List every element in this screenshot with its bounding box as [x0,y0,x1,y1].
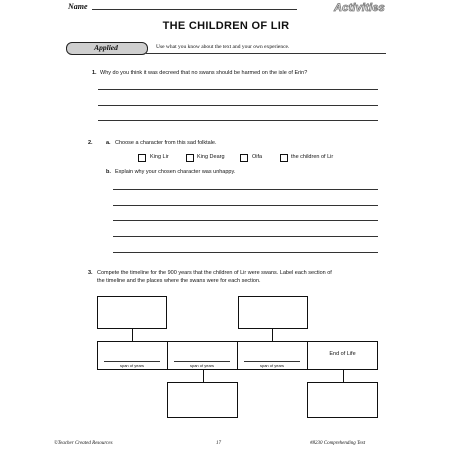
footer-page-number: 17 [216,441,221,446]
option-children-of-lir-checkbox[interactable] [280,154,288,162]
segment-2-label: span of years [189,363,214,368]
name-line[interactable] [92,9,297,10]
connector-bottom-2 [343,370,344,382]
q2a-text: Choose a character from this sad folktale. [115,140,217,146]
option-oifa-label: Oifa [252,154,263,160]
segment-1-label: span of years [119,363,144,368]
connector-top-2 [272,329,273,341]
q3-text-line-2: the timeline and the places where the swans were for each section. [97,278,261,284]
q1-answer-line-3[interactable] [98,120,378,121]
q2b-label: b. [106,169,111,175]
segment-1-line[interactable] [104,361,160,362]
option-king-lir-label: King Lir [150,154,169,160]
q2-answer-line-1[interactable] [113,189,378,190]
q3-number: 3. [88,270,93,276]
applied-label: Applied [94,43,118,52]
q1-answer-line-1[interactable] [98,89,378,90]
q2-answer-line-3[interactable] [113,220,378,221]
q2b-text: Explain why your chosen character was unhappy. [115,169,236,175]
place-box-bottom-2[interactable] [307,382,378,418]
option-king-lir-checkbox[interactable] [138,154,146,162]
q2-answer-line-4[interactable] [113,236,378,237]
connector-top-1 [132,329,133,341]
section-tag: Activities [334,2,385,14]
place-box-top-2[interactable] [238,296,308,329]
page-title: THE CHILDREN OF LIR [162,20,290,32]
segment-3-line[interactable] [244,361,300,362]
q1-answer-line-2[interactable] [98,105,378,106]
q1-number: 1. [92,70,97,76]
q2-answer-line-5[interactable] [113,252,378,253]
place-box-bottom-1[interactable] [167,382,238,418]
q2-number: 2. [88,140,93,146]
end-of-life-label: End of Life [329,351,356,357]
q2a-label: a. [106,140,111,146]
place-box-top-1[interactable] [97,296,167,329]
q2-answer-line-2[interactable] [113,205,378,206]
applied-underline [146,53,386,54]
option-children-of-lir-label: the children of Lir [291,154,334,160]
q3-text-line-1: Compete the timeline for the 900 years that the children of Lir were swans. Label each section of [97,270,332,276]
option-king-dearg-label: King Dearg [197,154,225,160]
footer-product-code: #8230 Comprehending Text [310,441,366,446]
segment-3-label: span of years [259,363,284,368]
option-oifa-checkbox[interactable] [240,154,248,162]
applied-instruction: Use what you know about the text and your own experience. [156,44,290,50]
segment-2-line[interactable] [174,361,230,362]
footer-publisher: ©Teacher Created Resources [54,441,113,446]
option-king-dearg-checkbox[interactable] [186,154,194,162]
q1-text: Why do you think it was decreed that no swans should be harmed on the isle of Erin? [100,70,308,76]
connector-bottom-1 [203,370,204,382]
name-label: Name [68,2,88,11]
